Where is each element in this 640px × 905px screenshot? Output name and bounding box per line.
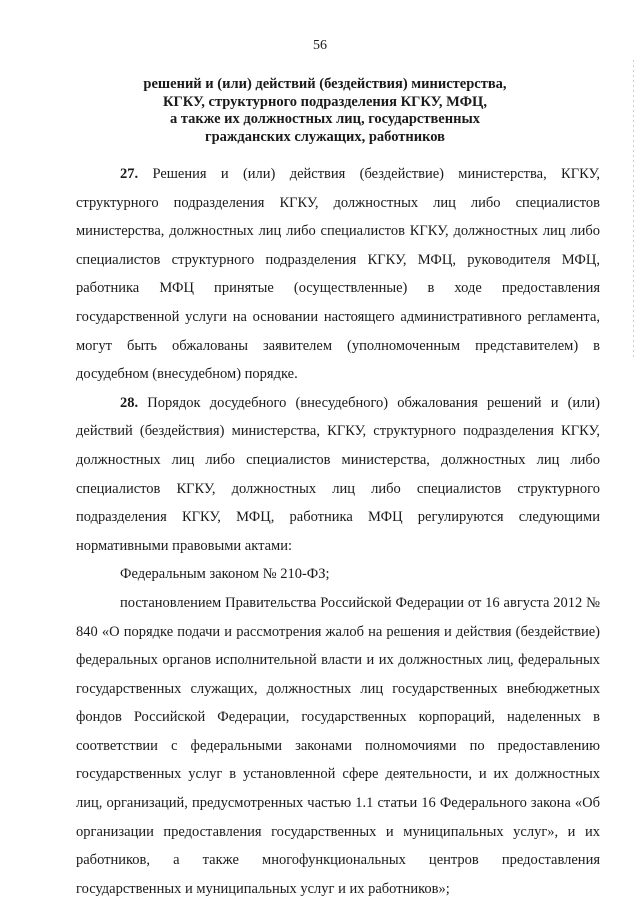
paragraph-27 [76, 160, 600, 389]
paragraph-number: 27. [120, 166, 139, 182]
section-heading [90, 76, 560, 146]
heading-line-1: решений и (или) действий (бездействия) министерства, [143, 76, 507, 92]
paragraph-text: Порядок досудебного (внесудебного) обжалования решений и (или) действий (бездействия) министерства, КГКУ, структурного подразделения КГКУ, должностных лиц либо специалистов министерства, должностных лиц либо специалистов КГКУ, должностных лиц либо специалистов структурного подразделения КГКУ, МФЦ, работника МФЦ регулируются следующими нормативными правовыми актами: [76, 394, 601, 554]
document-body [76, 160, 600, 903]
heading-line-2: КГКУ, структурного подразделения КГКУ, МФЦ, [163, 93, 487, 110]
page-number: 56 [313, 38, 327, 53]
heading-line-4: гражданских служащих, работников [204, 128, 445, 145]
paragraph-number: 28. [120, 394, 139, 411]
paragraph-28 [76, 389, 600, 561]
paragraph-text: Решения и (или) действия (бездействие) министерства, КГКУ, структурного подразделения КГКУ, должностных лиц либо специалистов министерства, должностных лиц либо специалистов КГКУ, должностных лиц либо специалистов структурного подразделения КГКУ, МФЦ, руководителя МФЦ, работника МФЦ принятые (осуществленные) в ходе предоставления государственной услуги на основании настоящего административного регламента, могут быть обжалованы заявителем (уполномоченным представителем) в досудебном (внесудебном) порядке. [76, 166, 600, 383]
scan-edge-artifact [633, 60, 634, 360]
list-item-government-resolution: постановлением Правительства Российской Федерации от 16 августа 2012 № 840 «О порядке подачи и рассмотрения жалоб на решения и действия (бездействие) федеральных органов исполнительной власти и их должностных лиц, федеральных государственных служащих, должностных лиц государственных внебюджетных фондов Российской Федерации, государственных корпораций, наделенных в соответствии с федеральными законами полномочиями по предоставлению государственных услуг в установленной сфере деятельности, и их должностных лиц, организаций, предусмотренных частью 1.1 статьи 16 Федерального закона «Об организации предоставления государственных и муниципальных услуг», и их работников, а также многофункциональных центров предоставления государственных и муниципальных услуг и их работников»; [76, 594, 600, 897]
list-item-federal-law: Федеральным законом № 210-ФЗ; [120, 566, 330, 583]
heading-line-3: а также их должностных лиц, государственных [169, 111, 481, 127]
